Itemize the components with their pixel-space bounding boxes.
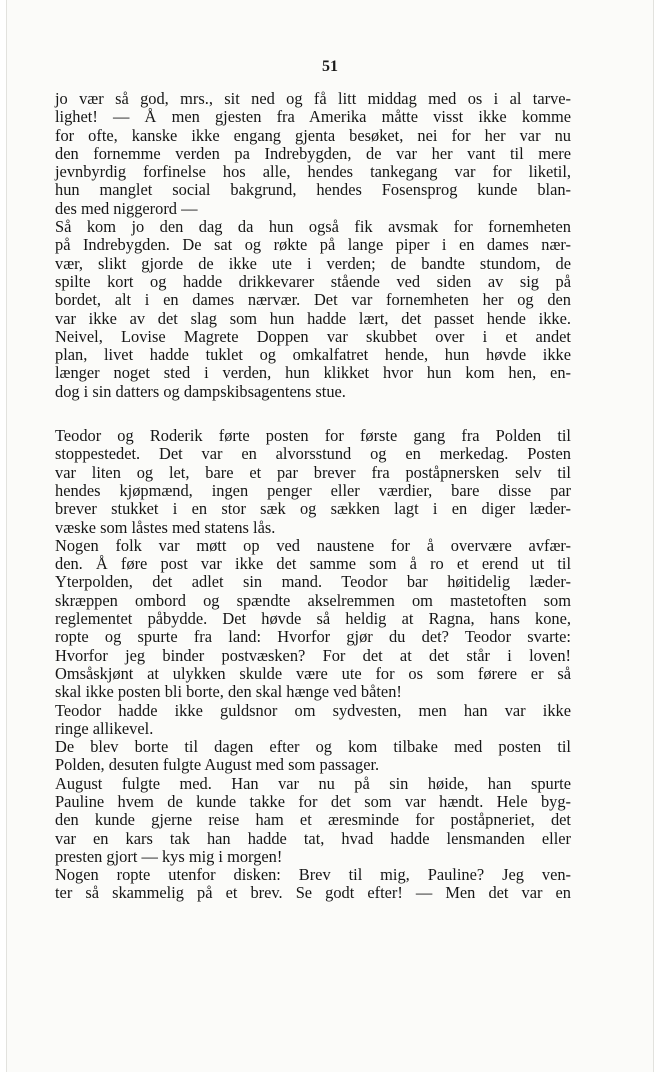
text-line: Nogen ropte utenfor disken: Brev til mig, Pauline? Jeg ven- (55, 865, 571, 885)
text-line: for ofte, kanske ikke engang gjenta besøket, nei for her var nu (55, 125, 571, 145)
text-line: Pauline hvem de kunde takke for det som var hændt. Hele byg- (55, 791, 571, 811)
body-text (55, 90, 571, 903)
text-line: stoppestedet. Det var en alvorsstund og en merkedag. Posten (55, 444, 571, 464)
page-number: 51 (322, 58, 338, 75)
text-line: Hvorfor jeg binder postvæsken? For det at det står i loven! (55, 645, 571, 665)
text-line: var ikke av det slag som hun hadde lært, det passet hende ikke. (55, 308, 571, 328)
text-line: Polden, desuten fulgte August med som passager. (55, 755, 380, 775)
text-line: August fulgte med. Han var nu på sin høide, han spurte (55, 773, 571, 793)
text-line: brever stukket i en stor sæk og sækken lagt i en diger læder- (55, 499, 571, 519)
text-line: jevnbyrdig forfinelse hos alle, hendes tankegang var for liketil, (55, 162, 571, 182)
book-page (6, 0, 654, 1072)
text-line: på Indrebygden. De sat og røkte på lange piper i en dames nær- (55, 235, 571, 255)
text-line: den fornemme verden pa Indrebygden, de var her vant til mere (55, 143, 571, 163)
text-line: reglementet påbydde. Det høvde så heldig at Ragna, hans kone, (55, 609, 571, 629)
text-line: des med niggerord — (55, 198, 198, 218)
text-line: lighet! — Å men gjesten fra Amerika måtte visst ikke komme (55, 107, 571, 127)
section-break (55, 401, 571, 427)
text-line: dog i sin datters og dampskibsagentens stue. (55, 381, 346, 401)
text-line: Yterpolden, det adlet sin mand. Teodor bar høitidelig læder- (55, 572, 571, 592)
text-line: vær, slikt gjorde de ikke ute i verden; de bandte stundom, de (55, 253, 571, 273)
text-line: væske som låstes med statens lås. (55, 517, 276, 537)
text-line: hendes kjøpmænd, ingen penger eller værdier, bare disse par (55, 480, 571, 500)
text-line: skræppen ombord og spændte akselremmen om mastetoften som (55, 590, 571, 610)
text-line: Omsåskjønt at ulykken skulde være ute for os som førere er så (55, 663, 571, 683)
text-line: Så kom jo den dag da hun også fik avsmak for fornemheten (55, 217, 571, 237)
text-line: Teodor hadde ikke guldsnor om sydvesten, men han var ikke (55, 700, 571, 720)
text-line: var liten og let, bare et par brever fra poståpnersken selv til (55, 462, 571, 482)
text-line: Nogen folk var møtt op ved naustene for å overvære avfær- (55, 535, 571, 555)
text-line: den kunde gjerne reise ham et æresminde for poståpneriet, det (55, 810, 571, 830)
text-line: skal ikke posten bli borte, den skal hænge ved båten! (55, 682, 402, 702)
text-line: De blev borte til dagen efter og kom tilbake med posten til (55, 737, 571, 757)
text-line: Teodor og Roderik førte posten for første gang fra Polden til (55, 426, 571, 446)
text-line: presten gjort — kys mig i morgen! (55, 846, 283, 866)
text-line: bordet, alt i en dames nærvær. Det var fornemheten her og den (55, 290, 571, 310)
text-line: længer noget sted i verden, hun klikket hvor hun kom hen, en- (55, 363, 571, 383)
text-line: den. Å føre post var ikke det samme som å ro et erend ut til (55, 554, 571, 574)
text-line: hun manglet social bakgrund, hendes Fosensprog kunde blan- (55, 180, 571, 200)
text-line: Neivel, Lovise Magrete Doppen var skubbet over i et andet (55, 326, 571, 346)
text-line: spilte kort og hadde drikkevarer stående ved siden av sig på (55, 271, 571, 291)
text-line: var en kars tak han hadde tat, hvad hadde lensmanden eller (55, 828, 571, 848)
text-line: ter så skammelig på et brev. Se godt efter! — Men det var en (55, 883, 571, 903)
text-line: ringe allikevel. (55, 718, 154, 738)
text-line: ropte og spurte fra land: Hvorfor gjør du det? Teodor svarte: (55, 627, 571, 647)
text-line: plan, livet hadde tuklet og omkalfatret hende, hun høvde ikke (55, 345, 571, 365)
text-line: jo vær så god, mrs., sit ned og få litt middag med os i al tarve- (55, 89, 571, 108)
